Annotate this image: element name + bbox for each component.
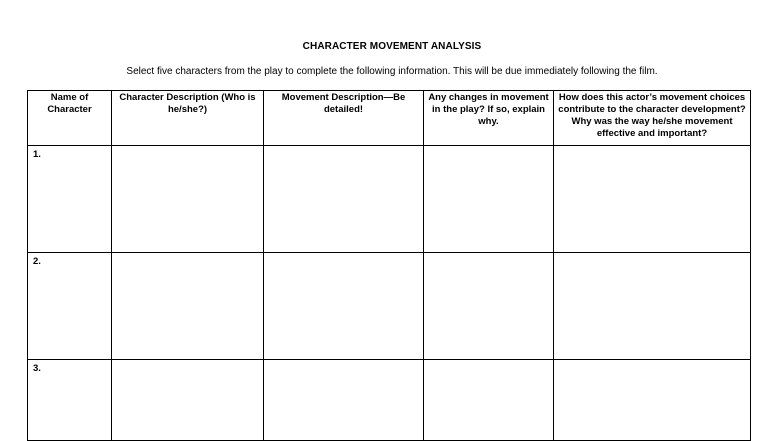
movement-changes-cell[interactable] [424, 146, 554, 253]
row-number: 1. [33, 149, 41, 160]
character-description-cell[interactable] [112, 253, 264, 360]
header-movement-contribution: How does this actor’s movement choices contribute to the character development? Why was the way he/she movement effective and important? [554, 91, 751, 146]
movement-changes-cell[interactable] [424, 253, 554, 360]
movement-description-cell[interactable] [264, 253, 424, 360]
document-title: CHARACTER MOVEMENT ANALYSIS [302, 41, 482, 52]
row-number: 3. [33, 363, 41, 374]
character-description-cell[interactable] [112, 146, 264, 253]
header-changes-in-movement: Any changes in movement in the play? If so, explain why. [424, 91, 554, 146]
character-name-cell[interactable] [28, 360, 112, 441]
movement-description-cell[interactable] [264, 360, 424, 441]
movement-description-cell[interactable] [264, 146, 424, 253]
movement-contribution-cell[interactable] [554, 253, 751, 360]
header-movement-description: Movement Description—Be detailed! [264, 91, 424, 146]
movement-changes-cell[interactable] [424, 360, 554, 441]
character-name-cell[interactable] [28, 146, 112, 253]
table-row [28, 253, 751, 360]
table-row [28, 146, 751, 253]
row-number: 2. [33, 256, 41, 267]
table-header-row [28, 91, 751, 146]
document-instructions: Select five characters from the play to complete the following information. This will be due immediately following the film. [126, 66, 658, 77]
character-name-cell[interactable] [28, 253, 112, 360]
movement-contribution-cell[interactable] [554, 146, 751, 253]
character-description-cell[interactable] [112, 360, 264, 441]
header-name-of-character: Name of Character [28, 91, 112, 146]
movement-contribution-cell[interactable] [554, 360, 751, 441]
header-character-description: Character Description (Who is he/she?) [112, 91, 264, 146]
character-movement-table [27, 90, 751, 441]
table-row [28, 360, 751, 441]
